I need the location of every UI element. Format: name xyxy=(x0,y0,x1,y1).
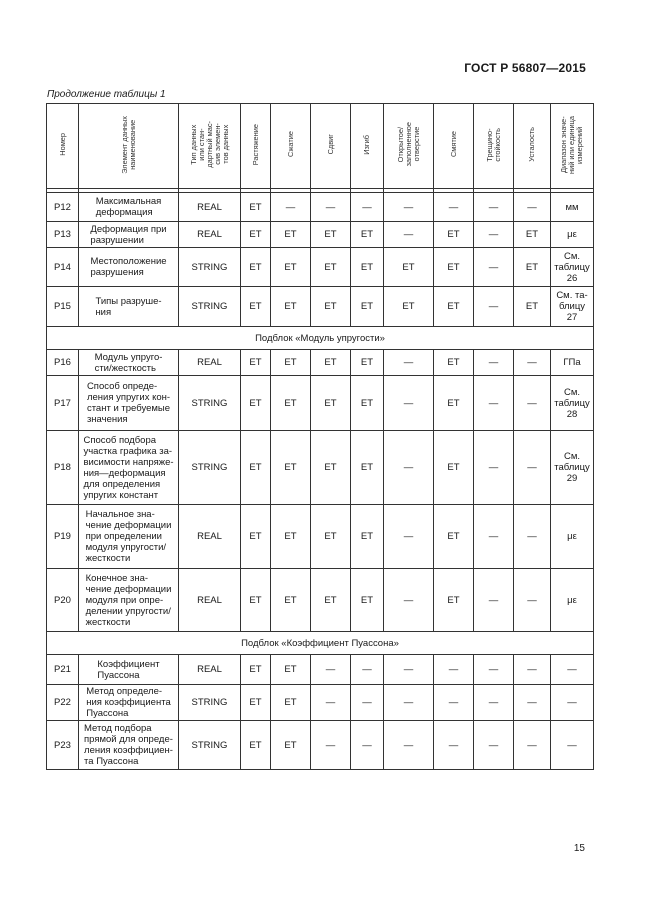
range-or-unit: См. таблицу 26 xyxy=(551,248,594,287)
test-applicability-cell: ЕТ xyxy=(514,248,551,287)
test-applicability-cell: ЕТ xyxy=(311,248,351,287)
column-header xyxy=(311,104,351,189)
test-applicability-cell: ЕТ xyxy=(384,287,434,327)
data-type: REAL xyxy=(179,193,241,222)
test-applicability-cell: — xyxy=(474,248,514,287)
test-applicability-cell: ЕТ xyxy=(271,222,311,248)
test-applicability-cell: — xyxy=(474,222,514,248)
test-applicability-cell: ЕТ xyxy=(351,376,384,431)
test-applicability-cell: — xyxy=(351,655,384,685)
column-header xyxy=(551,104,594,189)
column-header-label: Диапазон значе- ний или единица измерений xyxy=(559,115,584,174)
table-body xyxy=(47,193,594,770)
test-applicability-cell: — xyxy=(474,193,514,222)
test-applicability-cell: — xyxy=(384,222,434,248)
data-type: REAL xyxy=(179,222,241,248)
test-applicability-cell: — xyxy=(474,505,514,569)
element-name xyxy=(79,376,179,431)
range-or-unit: мм xyxy=(551,193,594,222)
test-applicability-cell: ЕТ xyxy=(351,569,384,632)
table-header-row xyxy=(47,104,594,189)
row-number: P20 xyxy=(47,569,79,632)
test-applicability-cell: ЕТ xyxy=(434,569,474,632)
column-header-label: Номер xyxy=(57,133,67,156)
element-name xyxy=(79,287,179,327)
test-applicability-cell: — xyxy=(514,431,551,505)
table-row xyxy=(47,350,594,376)
test-applicability-cell: ЕТ xyxy=(241,193,271,222)
test-applicability-cell: — xyxy=(434,193,474,222)
test-applicability-cell: — xyxy=(514,569,551,632)
test-applicability-cell: — xyxy=(474,569,514,632)
page-number: 15 xyxy=(573,843,585,854)
test-applicability-cell: ЕТ xyxy=(271,431,311,505)
test-applicability-cell: ЕТ xyxy=(241,222,271,248)
element-name xyxy=(79,685,179,721)
test-applicability-cell: ЕТ xyxy=(271,721,311,770)
element-name-text: Способ подбора участка графика за- висимости напряже- ния—деформация для определения упругих констант xyxy=(83,434,174,501)
table-row xyxy=(47,222,594,248)
test-applicability-cell: — xyxy=(384,376,434,431)
table-row xyxy=(47,655,594,685)
element-name-text: Начальное зна- чение деформации при определении модуля упругости/ жесткости xyxy=(85,509,172,564)
data-type: STRING xyxy=(179,248,241,287)
element-name-text: Метод подбора прямой для опреде- ления коэффициен- та Пуассона xyxy=(84,723,173,767)
test-applicability-cell: ЕТ xyxy=(271,655,311,685)
column-header xyxy=(271,104,311,189)
test-applicability-cell: — xyxy=(434,685,474,721)
column-header-label: Сдвиг xyxy=(325,134,335,155)
column-header-label: Тип данных или стан- дартный мас- сив элемен- тов данных xyxy=(188,121,230,168)
test-applicability-cell: ЕТ xyxy=(241,685,271,721)
test-applicability-cell: ЕТ xyxy=(434,505,474,569)
test-applicability-cell: ЕТ xyxy=(241,248,271,287)
row-number: P15 xyxy=(47,287,79,327)
test-applicability-cell: — xyxy=(474,431,514,505)
test-applicability-cell: — xyxy=(514,685,551,721)
table-row xyxy=(47,193,594,222)
test-applicability-cell: ЕТ xyxy=(434,376,474,431)
element-name-text: Деформация при разрушении xyxy=(90,223,167,246)
column-header-label: Открытое/ заполненное отверстие xyxy=(395,122,421,167)
range-or-unit: — xyxy=(551,721,594,770)
test-applicability-cell: ЕТ xyxy=(311,376,351,431)
test-applicability-cell: ЕТ xyxy=(351,222,384,248)
test-applicability-cell: ЕТ xyxy=(311,431,351,505)
row-number: P13 xyxy=(47,222,79,248)
range-or-unit: — xyxy=(551,655,594,685)
table-row xyxy=(47,505,594,569)
test-applicability-cell: ЕТ xyxy=(241,569,271,632)
test-applicability-cell: — xyxy=(351,193,384,222)
test-applicability-cell: — xyxy=(514,376,551,431)
test-applicability-cell: ЕТ xyxy=(351,350,384,376)
element-name xyxy=(79,655,179,685)
row-number: P18 xyxy=(47,431,79,505)
data-type: REAL xyxy=(179,350,241,376)
specification-table xyxy=(46,103,594,770)
subblock-row xyxy=(47,632,594,655)
element-name-text: Конечное зна- чение деформации модуля при опре- делении упругости/ жесткости xyxy=(85,572,172,628)
range-or-unit: См. та- блицу 27 xyxy=(551,287,594,327)
column-header xyxy=(384,104,434,189)
element-name xyxy=(79,350,179,376)
subblock-row xyxy=(47,327,594,350)
test-applicability-cell: — xyxy=(311,721,351,770)
row-number: P19 xyxy=(47,505,79,569)
row-number: P23 xyxy=(47,721,79,770)
test-applicability-cell: ЕТ xyxy=(271,350,311,376)
test-applicability-cell: ЕТ xyxy=(351,248,384,287)
test-applicability-cell: — xyxy=(514,721,551,770)
test-applicability-cell: ЕТ xyxy=(241,431,271,505)
test-applicability-cell: — xyxy=(384,569,434,632)
test-applicability-cell: — xyxy=(351,685,384,721)
test-applicability-cell: — xyxy=(384,350,434,376)
test-applicability-cell: — xyxy=(514,350,551,376)
element-name xyxy=(79,569,179,632)
column-header xyxy=(79,104,179,189)
test-applicability-cell: ЕТ xyxy=(514,222,551,248)
column-header-label: Растяжение xyxy=(250,123,260,166)
row-number: P14 xyxy=(47,248,79,287)
element-name xyxy=(79,431,179,505)
row-number: P21 xyxy=(47,655,79,685)
row-number: P17 xyxy=(47,376,79,431)
table-caption: Продолжение таблицы 1 xyxy=(47,89,166,100)
range-or-unit: με xyxy=(551,222,594,248)
table-row xyxy=(47,376,594,431)
element-name-text: Модуль упруго- сти/жесткость xyxy=(94,351,163,374)
test-applicability-cell: — xyxy=(474,721,514,770)
document-code: ГОСТ Р 56807—2015 xyxy=(464,61,586,75)
subblock-title: Подблок «Модуль упругости» xyxy=(47,327,594,350)
test-applicability-cell: ЕТ xyxy=(271,376,311,431)
test-applicability-cell: — xyxy=(384,685,434,721)
test-applicability-cell: ЕТ xyxy=(434,248,474,287)
test-applicability-cell: ЕТ xyxy=(311,505,351,569)
test-applicability-cell: ЕТ xyxy=(311,569,351,632)
data-type: STRING xyxy=(179,287,241,327)
range-or-unit: ГПа xyxy=(551,350,594,376)
column-header xyxy=(474,104,514,189)
column-header-label: Изгиб xyxy=(362,134,371,155)
table-row xyxy=(47,431,594,505)
column-header-label: Усталость xyxy=(527,127,536,162)
test-applicability-cell: — xyxy=(384,431,434,505)
test-applicability-cell: — xyxy=(434,721,474,770)
test-applicability-cell: ЕТ xyxy=(311,350,351,376)
data-type: REAL xyxy=(179,505,241,569)
row-number: P22 xyxy=(47,685,79,721)
test-applicability-cell: ЕТ xyxy=(384,248,434,287)
range-or-unit: — xyxy=(551,685,594,721)
element-name xyxy=(79,721,179,770)
table-row xyxy=(47,721,594,770)
element-name-text: Коэффициент Пуассона xyxy=(97,658,160,681)
column-header xyxy=(434,104,474,189)
table-row xyxy=(47,248,594,287)
table-row xyxy=(47,685,594,721)
test-applicability-cell: — xyxy=(384,505,434,569)
column-header-label: Смятие xyxy=(448,131,458,158)
test-applicability-cell: ЕТ xyxy=(311,287,351,327)
test-applicability-cell: ЕТ xyxy=(351,431,384,505)
element-name xyxy=(79,222,179,248)
test-applicability-cell: ЕТ xyxy=(351,287,384,327)
test-applicability-cell: ЕТ xyxy=(271,248,311,287)
data-type: STRING xyxy=(179,376,241,431)
column-header xyxy=(241,104,271,189)
test-applicability-cell: ЕТ xyxy=(271,569,311,632)
test-applicability-cell: ЕТ xyxy=(241,655,271,685)
test-applicability-cell: — xyxy=(351,721,384,770)
row-number: P16 xyxy=(47,350,79,376)
range-or-unit: См. таблицу 29 xyxy=(551,431,594,505)
column-header xyxy=(47,104,79,189)
column-header xyxy=(179,104,241,189)
test-applicability-cell: — xyxy=(514,505,551,569)
column-header xyxy=(351,104,384,189)
test-applicability-cell: ЕТ xyxy=(241,350,271,376)
element-name-text: Типы разруше- ния xyxy=(95,295,162,318)
data-type: REAL xyxy=(179,655,241,685)
data-type: STRING xyxy=(179,431,241,505)
row-number: P12 xyxy=(47,193,79,222)
test-applicability-cell: ЕТ xyxy=(434,287,474,327)
test-applicability-cell: — xyxy=(384,193,434,222)
test-applicability-cell: ЕТ xyxy=(271,287,311,327)
test-applicability-cell: — xyxy=(311,685,351,721)
column-header-label: Трещино- стойкость xyxy=(484,127,502,162)
test-applicability-cell: — xyxy=(384,655,434,685)
test-applicability-cell: ЕТ xyxy=(434,350,474,376)
test-applicability-cell: ЕТ xyxy=(434,222,474,248)
test-applicability-cell: — xyxy=(311,655,351,685)
element-name xyxy=(79,505,179,569)
test-applicability-cell: — xyxy=(474,350,514,376)
element-name-text: Способ опреде- ления упругих кон- стант и требуемые значения xyxy=(86,381,171,425)
test-applicability-cell: ЕТ xyxy=(434,431,474,505)
data-type: STRING xyxy=(179,721,241,770)
table-row xyxy=(47,569,594,632)
range-or-unit: См. таблицу 28 xyxy=(551,376,594,431)
test-applicability-cell: — xyxy=(384,721,434,770)
test-applicability-cell: ЕТ xyxy=(311,222,351,248)
data-type: REAL xyxy=(179,569,241,632)
test-applicability-cell: ЕТ xyxy=(241,505,271,569)
test-applicability-cell: — xyxy=(474,287,514,327)
table-row xyxy=(47,287,594,327)
test-applicability-cell: ЕТ xyxy=(241,376,271,431)
element-name-text: Метод определе- ния коэффициента Пуассона xyxy=(86,686,171,719)
test-applicability-cell: ЕТ xyxy=(241,287,271,327)
range-or-unit: με xyxy=(551,569,594,632)
test-applicability-cell: ЕТ xyxy=(241,721,271,770)
test-applicability-cell: — xyxy=(474,376,514,431)
test-applicability-cell: ЕТ xyxy=(514,287,551,327)
test-applicability-cell: ЕТ xyxy=(271,685,311,721)
column-header xyxy=(514,104,551,189)
test-applicability-cell: — xyxy=(271,193,311,222)
element-name-text: Максимальная деформация xyxy=(95,196,162,218)
range-or-unit: με xyxy=(551,505,594,569)
test-applicability-cell: — xyxy=(514,193,551,222)
test-applicability-cell: — xyxy=(434,655,474,685)
test-applicability-cell: — xyxy=(474,655,514,685)
test-applicability-cell: ЕТ xyxy=(351,505,384,569)
column-header-label: Сжатие xyxy=(285,131,295,158)
subblock-title: Подблок «Коэффициент Пуассона» xyxy=(47,632,594,655)
data-type: STRING xyxy=(179,685,241,721)
column-header-label: Элемент данных наименование xyxy=(119,115,137,174)
test-applicability-cell: — xyxy=(311,193,351,222)
test-applicability-cell: — xyxy=(474,685,514,721)
element-name-text: Местоположение разрушения xyxy=(90,256,167,278)
test-applicability-cell: ЕТ xyxy=(271,505,311,569)
test-applicability-cell: — xyxy=(514,655,551,685)
element-name xyxy=(79,248,179,287)
element-name xyxy=(79,193,179,222)
